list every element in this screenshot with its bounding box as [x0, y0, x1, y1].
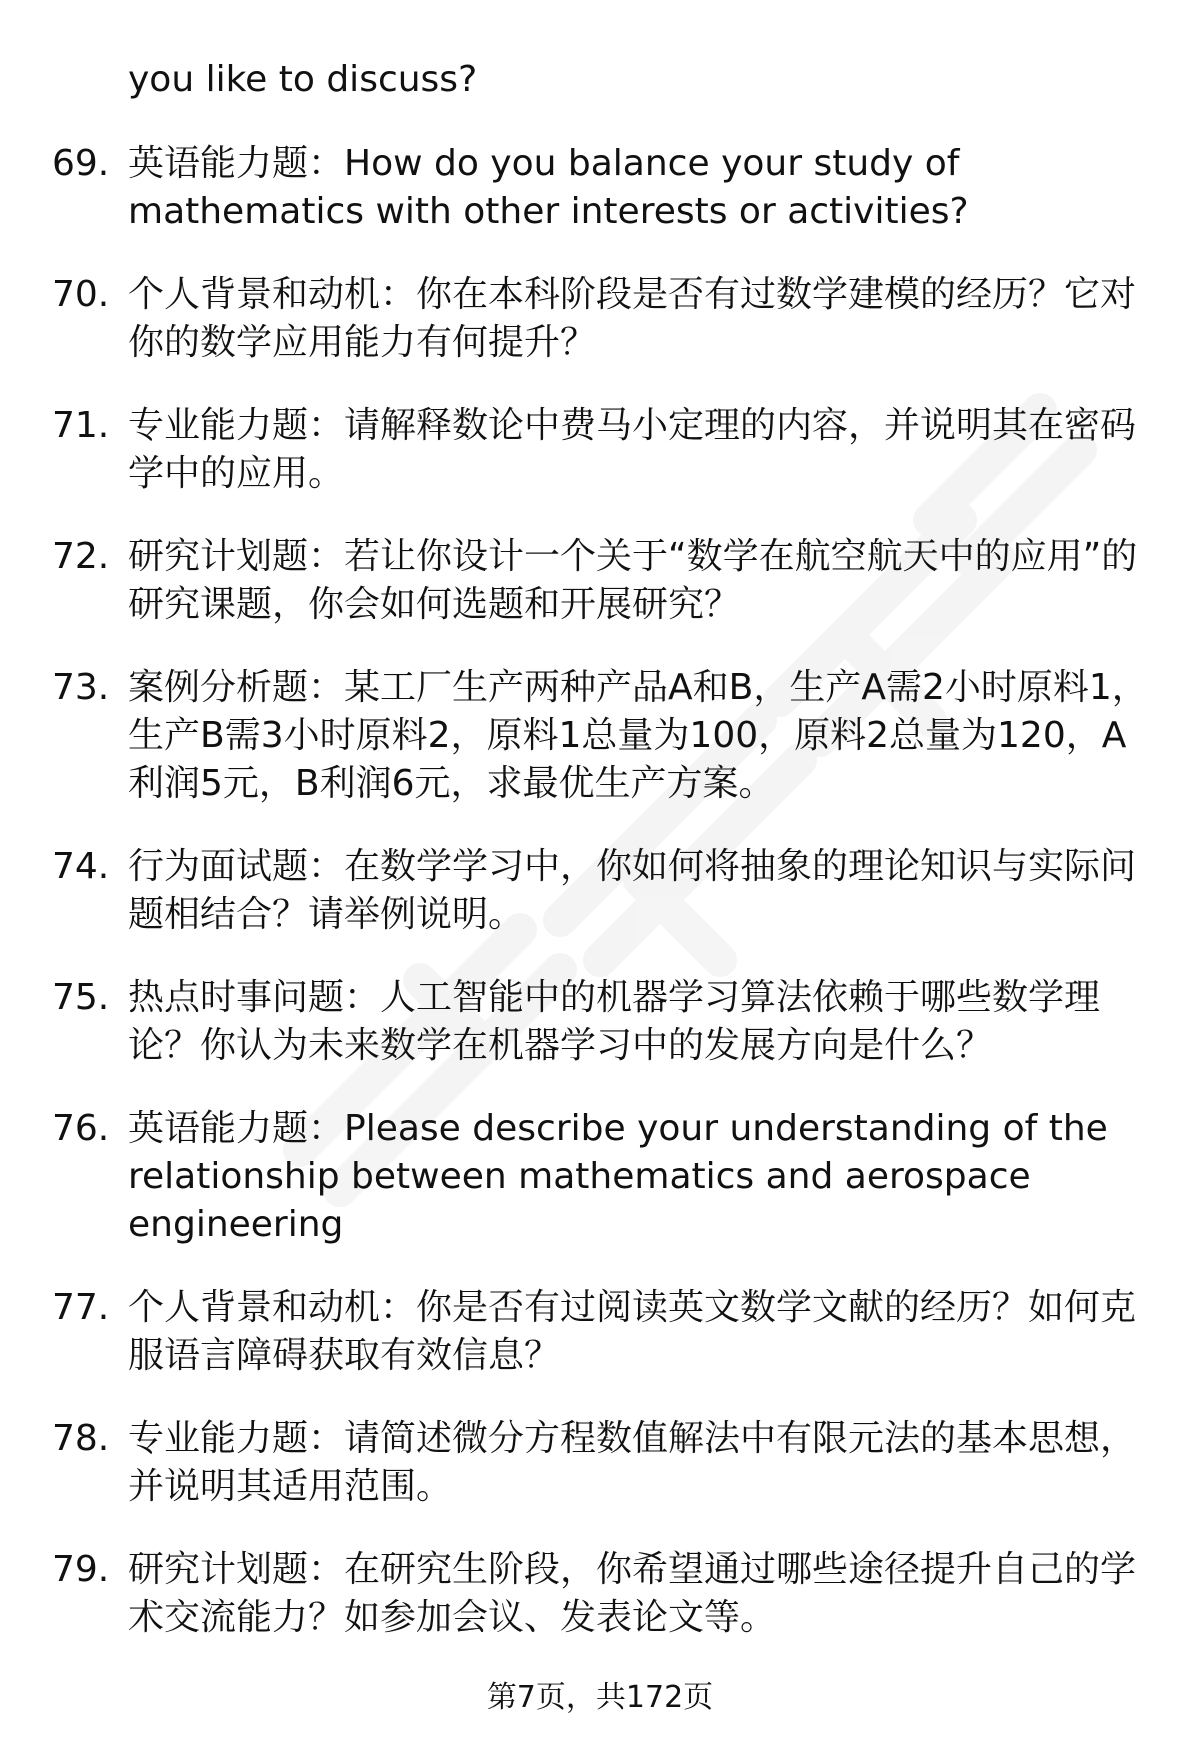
- question-number: 69.: [52, 143, 110, 184]
- question-text: 行为面试题：在数学学习中，你如何将抽象的理论知识与实际问题相结合？请举例说明。: [128, 846, 1137, 935]
- question-list: [0, 140, 1200, 1677]
- question-number: 79.: [52, 1549, 110, 1590]
- question-number: 72.: [52, 536, 110, 577]
- question-text: 研究计划题：在研究生阶段，你希望通过哪些途径提升自己的学术交流能力？如参加会议、发表论文等。: [128, 1549, 1137, 1638]
- question-text: 专业能力题：请解释数论中费马小定理的内容，并说明其在密码学中的应用。: [128, 405, 1137, 494]
- question-text: 个人背景和动机：你是否有过阅读英文数学文献的经历？如何克服语言障碍获取有效信息？: [128, 1287, 1137, 1376]
- question-number: 76.: [52, 1108, 110, 1149]
- question-text: 案例分析题：某工厂生产两种产品A和B，生产A需2小时原料1，生产B需3小时原料2，原料1总量为100，原料2总量为120，A利润5元，B利润6元，求最优生产方案。: [128, 667, 1148, 804]
- question-text: 个人背景和动机：你在本科阶段是否有过数学建模的经历？它对你的数学应用能力有何提升？: [128, 274, 1137, 363]
- question-number: 78.: [52, 1418, 110, 1459]
- question-item: [0, 664, 1200, 808]
- question-item: [0, 843, 1200, 939]
- question-number: 77.: [52, 1287, 110, 1328]
- question-item: [0, 1284, 1200, 1380]
- question-number: 74.: [52, 846, 110, 887]
- question-item: [0, 271, 1200, 367]
- question-text: 专业能力题：请简述微分方程数值解法中有限元法的基本思想，并说明其适用范围。: [128, 1418, 1137, 1507]
- question-text: 热点时事问题：人工智能中的机器学习算法依赖于哪些数学理论？你认为未来数学在机器学习中的发展方向是什么？: [128, 977, 1101, 1066]
- question-item: [0, 974, 1200, 1070]
- page-footer: 第7页，共172页: [486, 1680, 714, 1715]
- question-number: 75.: [52, 977, 110, 1018]
- question-number: 71.: [52, 405, 110, 446]
- question-text: 研究计划题：若让你设计一个关于“数学在航空航天中的应用”的研究课题，你会如何选题和开展研究？: [128, 536, 1138, 625]
- question-item: [0, 402, 1200, 498]
- question-item: [0, 1546, 1200, 1642]
- continuation-text: you like to discuss?: [128, 59, 478, 100]
- question-item: [0, 140, 1200, 236]
- question-item: [0, 533, 1200, 629]
- question-number: 73.: [52, 667, 110, 708]
- question-text: 英语能力题：Please describe your understanding of the relationship between mathematics and aerospace engineering: [128, 1108, 1108, 1245]
- question-text: 英语能力题：How do you balance your study of mathematics with other interests or activities?: [128, 143, 969, 232]
- question-item: [0, 1415, 1200, 1511]
- question-item: [0, 1105, 1200, 1249]
- question-number: 70.: [52, 274, 110, 315]
